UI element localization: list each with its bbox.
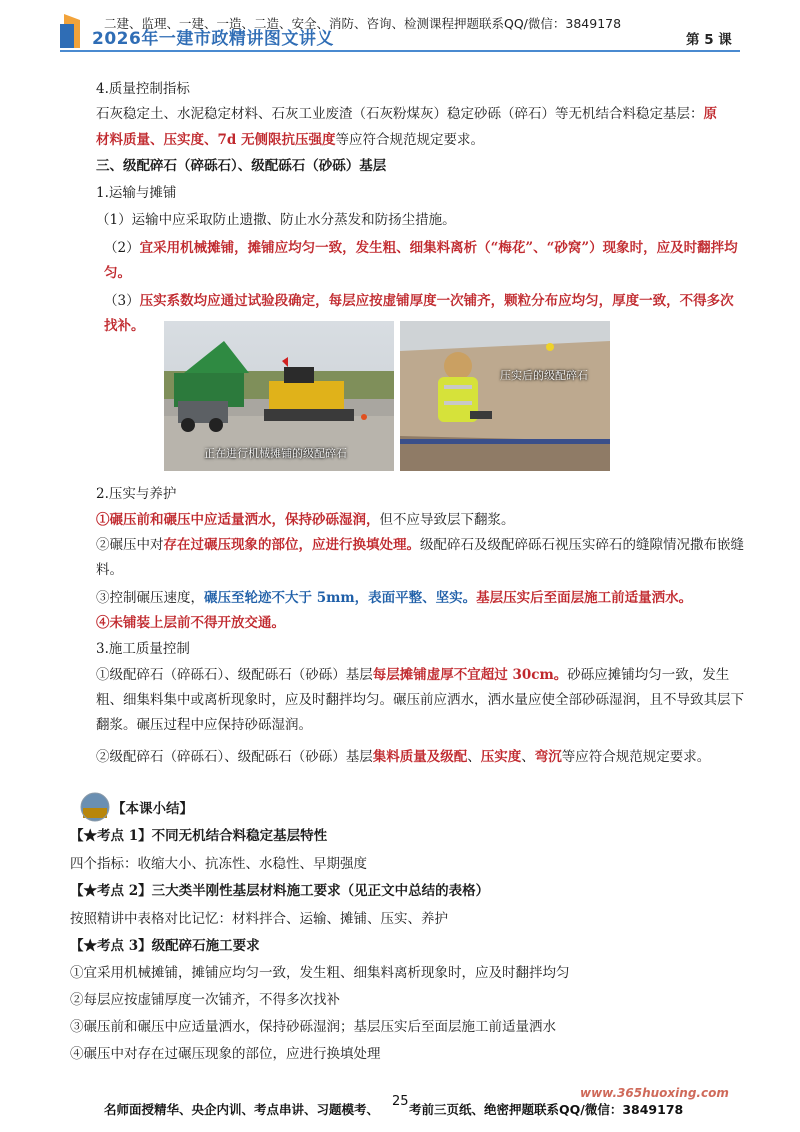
paragraph (96, 588, 692, 608)
photo-caption: 正在进行机械摊铺的级配碎石 (204, 447, 347, 460)
text-span: ②碾压中对 (96, 537, 164, 553)
summary-icon (80, 792, 110, 822)
text-span: 、 (521, 749, 535, 765)
section-title: 三、级配碎石（碎砾石）、级配砾石（砂砾）基层 (96, 158, 387, 174)
paragraph: （1）运输中应采取防止遗撒、防止水分蒸发和防扬尘措施。 (96, 212, 456, 228)
highlight-text: 基层压实后至面层施工前适量洒水。 (476, 590, 693, 606)
paver-photo (164, 321, 394, 471)
highlight-text: 压实度 (163, 132, 204, 148)
text-span: ③控制碾压速度， (96, 590, 204, 606)
list-item: ③碾压前和碾压中应适量洒水，保持砂砾湿润；基层压实后至面层施工前适量洒水 (70, 1019, 556, 1035)
highlight-text: 集料质量及级配 (372, 749, 468, 765)
highlight-text: 弯沉 (534, 749, 562, 765)
key-point-body: 四个指标：收缩大小、抗冻性、水稳性、早期强度 (70, 856, 367, 872)
photo-caption: 压实后的级配碎石 (500, 369, 588, 382)
subsection-title: 3.施工质量控制 (96, 641, 190, 657)
key-point-body: 按照精讲中表格对比记忆：材料拌合、运输、摊铺、压实、养护 (70, 911, 448, 927)
paragraph (96, 510, 515, 530)
page-header (0, 0, 800, 56)
text-span: 名师面授精华、央企内训、考点串讲、习题模考、 (104, 1102, 380, 1117)
text-span: （3） (104, 293, 140, 309)
key-point-title: 【★考点 3】级配碎石施工要求 (70, 938, 260, 954)
key-point-title: 【★考点 2】三大类半刚性基层材料施工要求（见正文中总结的表格） (70, 883, 490, 899)
highlight-text: 每层摊铺虚厚不宜超过 30cm。 (372, 667, 568, 683)
list-item: ②每层应按虚铺厚度一次铺齐，不得多次找补 (70, 992, 340, 1008)
header-divider (60, 50, 740, 52)
subsection-title: 2.压实与养护 (96, 486, 177, 502)
paragraph (96, 130, 484, 150)
text-span: 级配碎石及级配碎砾石视压实碎石的缝隙情况撒布嵌缝料。 (96, 537, 744, 578)
text-span: 、 (467, 749, 481, 765)
highlight-text: 压实度 (480, 749, 522, 765)
text-span: 但不应导致层下翻浆。 (379, 512, 515, 528)
worker-scene-icon (400, 321, 610, 471)
paragraph (96, 663, 746, 738)
highlight-text: ①碾压前和碾压中应适量洒水，保持砂砾湿润， (96, 512, 380, 528)
text-span: 石灰稳定土、水泥稳定材料、石灰工业废渣（石灰粉煤灰）稳定砂砾（碎石）等无机结合料稳定基层： (96, 106, 704, 122)
text-span: 、 (204, 132, 218, 148)
subsection-title: 1.运输与摊铺 (96, 185, 177, 201)
highlight-text: 碾压至轮迹不大于 5mm，表面平整、坚实。 (204, 590, 477, 606)
page-number: 25 (392, 1094, 409, 1109)
text-span: 等应符合规范规定要求。 (335, 132, 485, 148)
lesson-number: 第 5 课 (686, 32, 732, 48)
website-link[interactable]: www.365huoxing.com (580, 1086, 729, 1100)
paragraph (96, 747, 710, 767)
text-span: ②级配碎石（碎砾石）、级配砾石（砂砾）基层 (96, 749, 373, 765)
highlight-text: 压实系数均应通过试验段确定，每层应按虚铺厚度一次铺齐，颗粒分布应均匀，厚度一致，不得多次找补。 (104, 293, 734, 334)
text-span: ①级配碎石（碎砾石）、级配砾石（砂砾）基层 (96, 667, 373, 683)
key-point-title: 【★考点 1】不同无机结合料稳定基层特性 (70, 828, 328, 844)
highlight-text: 原 (703, 106, 717, 122)
section-heading: 4.质量控制指标 (96, 81, 190, 97)
summary-title: 【本课小结】 (112, 801, 193, 817)
text-span: 砂砾应摊铺均匀一致，发生粗、细集料集中或离析现象时，应及时翻拌均匀。碾压前应洒水，洒水量应使全部砂砾湿润，且不导致其层下翻浆。碾压过程中应保持砂砾湿润。 (96, 667, 744, 733)
text-span: 、 (150, 132, 164, 148)
text-span: （2） (104, 240, 140, 256)
paragraph: ④未铺装上层前不得开放交通。 (96, 615, 285, 631)
logo-icon (60, 14, 80, 48)
header-title: 2026年一建市政精讲图文讲义 (92, 29, 334, 49)
highlight-text: 宜采用机械摊铺，摊铺应均匀一致，发生粗、细集料离析（“梅花”、“砂窝”）现象时，应及时翻拌均匀。 (104, 240, 738, 281)
compacted-base-photo (400, 321, 610, 471)
text-span: 考前三页纸、绝密押题联系QQ/微信：3849178 (409, 1102, 684, 1117)
text-span: 等应符合规范规定要求。 (561, 749, 711, 765)
highlight-text: 存在过碾压现象的部位，应进行换填处理。 (163, 537, 420, 553)
paragraph (96, 104, 717, 124)
list-item: ④碾压中对存在过碾压现象的部位，应进行换填处理 (70, 1046, 381, 1062)
list-item: ①宜采用机械摊铺，摊铺应均匀一致，发生粗、细集料离析现象时，应及时翻拌均匀 (70, 965, 570, 981)
highlight-text: 材料质量 (96, 132, 150, 148)
highlight-text: 7d 无侧限抗压强度 (217, 132, 336, 148)
paragraph (104, 236, 744, 286)
paragraph (96, 533, 746, 583)
header-promo: 二建、监理、一建、一造、二造、安全、消防、咨询、检测课程押题联系QQ/微信：3849178 (104, 16, 622, 31)
